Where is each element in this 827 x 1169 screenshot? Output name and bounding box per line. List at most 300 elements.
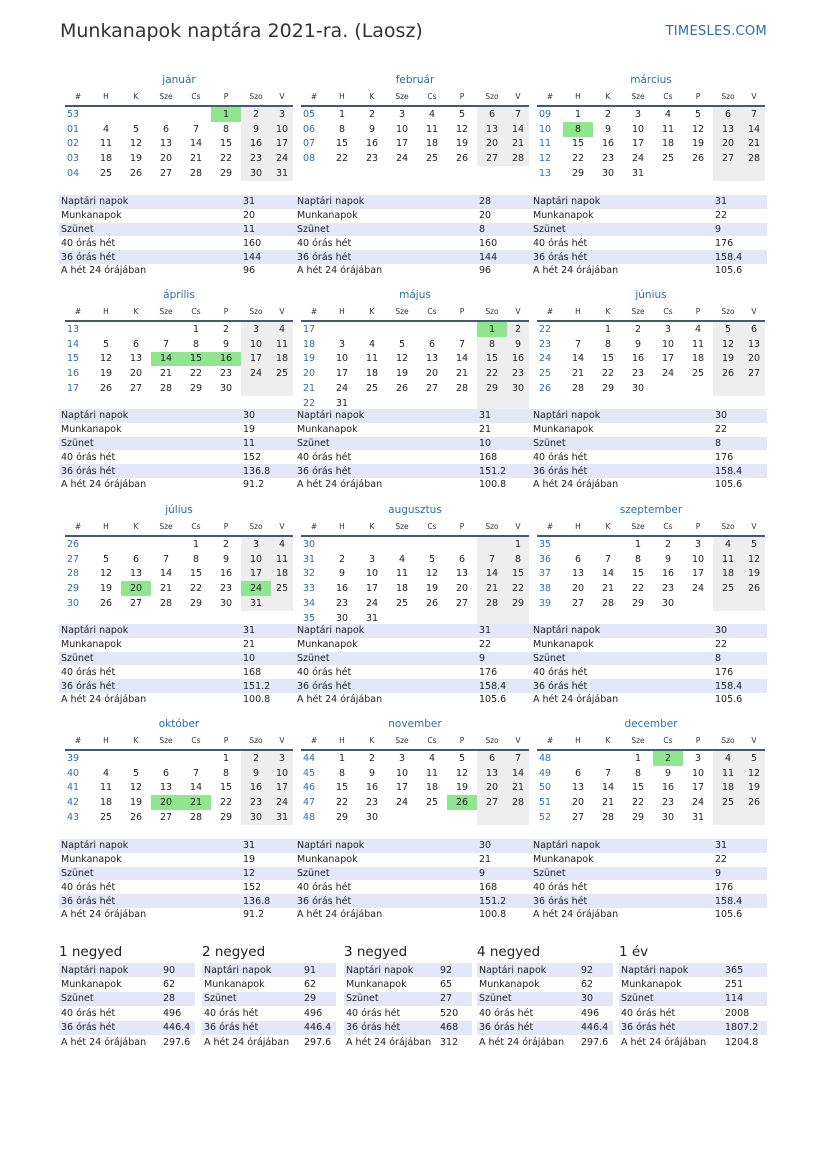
month-9: [537, 502, 765, 611]
week-row: [537, 781, 765, 796]
day-cell: 19: [455, 782, 469, 794]
stat-value: 152: [243, 881, 262, 893]
day-cell: 10: [271, 766, 293, 781]
week-number: 22: [303, 397, 316, 409]
stat-value: 31: [241, 624, 295, 638]
day-cell: [357, 321, 387, 337]
day-cell: 22: [477, 366, 507, 381]
day-cell: 20: [477, 137, 507, 152]
day-cell: 30: [335, 612, 349, 624]
weekday-header: Sze: [623, 303, 653, 321]
stat-value: 136.8: [241, 894, 295, 908]
week-row: [65, 552, 293, 567]
stat-row: [59, 992, 195, 1006]
day-cell: 18: [425, 138, 439, 150]
stat-row: [59, 963, 195, 977]
stat-label: Szünet: [295, 652, 477, 666]
month-7: [65, 502, 293, 611]
day-cell: 8: [222, 123, 230, 135]
stat-row: [59, 1021, 195, 1035]
day-cell: 11: [713, 552, 743, 567]
week-number: 19: [303, 353, 316, 365]
stat-value: 297.6: [581, 1036, 609, 1048]
day-cell: 9: [634, 338, 642, 350]
day-cell: 30: [661, 598, 675, 610]
day-cell: 19: [743, 781, 765, 796]
day-cell: 28: [477, 596, 507, 611]
stat-row: [344, 977, 472, 991]
stat-label: Szünet: [344, 992, 438, 1006]
stat-label: Munkanapok: [61, 210, 122, 222]
stat-row: [59, 478, 295, 492]
stat-value: 2008: [725, 1007, 750, 1019]
day-cell: 25: [271, 366, 293, 381]
day-cell: 18: [271, 567, 293, 582]
stat-label: Naptári napok: [531, 195, 713, 209]
week-number: 13: [67, 323, 80, 335]
day-cell: [387, 536, 417, 552]
day-cell: 12: [395, 353, 409, 365]
month-calendar: [537, 732, 765, 825]
day-cell: 5: [694, 108, 702, 120]
weekday-header: K: [593, 88, 623, 106]
day-cell: 11: [713, 766, 743, 781]
day-cell: 3: [241, 321, 271, 337]
weekday-header-row: [537, 732, 765, 750]
day-cell: 15: [631, 568, 645, 580]
page-title: Munkanapok naptára 2021-ra. (Laosz): [60, 20, 423, 42]
day-cell: [743, 596, 765, 611]
day-cell: 21: [181, 795, 211, 810]
stat-value: 9: [477, 652, 531, 666]
stat-value: 22: [715, 210, 728, 222]
month-2: [301, 72, 529, 166]
day-cell: 6: [458, 553, 466, 565]
stat-value: 30: [713, 624, 767, 638]
week-number: 14: [67, 338, 80, 350]
week-row: [537, 352, 765, 367]
day-cell: 5: [713, 321, 743, 337]
stat-label: 40 órás hét: [533, 237, 588, 249]
day-cell: 8: [477, 337, 507, 352]
stat-row: [59, 250, 295, 264]
week-row: [301, 750, 529, 766]
week-number: 48: [303, 812, 316, 824]
day-cell: 5: [428, 553, 436, 565]
weekday-header: #: [65, 303, 91, 321]
week-row: [537, 567, 765, 582]
week-number: 48: [539, 752, 552, 764]
stat-value: 100.8: [479, 479, 507, 491]
day-cell: [563, 536, 593, 552]
day-cell: 18: [365, 368, 379, 380]
stat-row: [531, 839, 767, 853]
weekday-header: H: [91, 518, 121, 536]
day-cell: 9: [222, 338, 230, 350]
stat-row: [531, 693, 767, 707]
weekday-header: Szo: [713, 732, 743, 750]
stat-value: 9: [477, 867, 531, 881]
stat-label: 40 órás hét: [297, 881, 352, 893]
week-row: [65, 166, 293, 181]
weekday-header-row: [537, 88, 765, 106]
day-cell: 6: [574, 553, 582, 565]
day-cell: 11: [691, 338, 705, 350]
day-cell: 7: [604, 553, 612, 565]
stat-row: [295, 409, 531, 423]
day-cell: 1: [338, 108, 346, 120]
day-cell: 19: [455, 138, 469, 150]
day-cell: 1: [192, 323, 200, 335]
day-cell: 31: [365, 612, 379, 624]
week-number: 18: [303, 338, 316, 350]
stat-label: Munkanapok: [533, 639, 594, 651]
week-number: 47: [303, 797, 316, 809]
day-cell: 18: [271, 352, 293, 367]
month-stats: [59, 624, 295, 707]
day-cell: [563, 750, 593, 766]
day-cell: 8: [338, 767, 346, 779]
day-cell: 26: [447, 795, 477, 810]
stat-value: 312: [440, 1036, 459, 1048]
week-number: 39: [67, 752, 80, 764]
stat-row: [531, 264, 767, 278]
stat-value: 297.6: [163, 1036, 191, 1048]
stat-row: [59, 880, 295, 894]
weekday-header-row: [537, 518, 765, 536]
brand-link[interactable]: TIMESLES.COM: [665, 24, 767, 39]
weekday-header-row: [301, 732, 529, 750]
month-name: október: [158, 718, 200, 730]
stat-label: Munkanapok: [297, 854, 358, 866]
day-cell: 13: [129, 568, 143, 580]
stat-value: 21: [243, 639, 256, 651]
day-cell: 24: [365, 598, 379, 610]
day-cell: [91, 750, 121, 766]
day-cell: 7: [507, 106, 529, 122]
week-number: 38: [539, 583, 552, 595]
stat-value: 62: [163, 979, 176, 991]
day-cell: 24: [395, 797, 409, 809]
weekday-header: Sze: [151, 88, 181, 106]
stat-row: [295, 908, 531, 922]
weekday-header: P: [447, 303, 477, 321]
stat-label: 40 órás hét: [61, 881, 116, 893]
stat-row: [619, 977, 767, 991]
day-cell: 3: [694, 752, 702, 764]
day-cell: 20: [129, 368, 143, 380]
stat-label: Naptári napok: [344, 963, 438, 977]
stat-row: [531, 638, 767, 652]
weekday-header: P: [211, 518, 241, 536]
day-cell: 13: [455, 568, 469, 580]
day-cell: 4: [271, 321, 293, 337]
weekday-header: P: [683, 303, 713, 321]
day-cell: 2: [241, 750, 271, 766]
weekday-header: P: [211, 732, 241, 750]
week-number: 22: [539, 323, 552, 335]
day-cell: 11: [661, 123, 675, 135]
day-cell: 19: [99, 583, 113, 595]
stat-value: 114: [723, 992, 767, 1006]
day-cell: 25: [425, 153, 439, 165]
day-cell: 24: [335, 383, 349, 395]
day-cell: 9: [507, 337, 529, 352]
day-cell: 16: [661, 568, 675, 580]
stat-label: A hét 24 órájában: [61, 265, 147, 277]
day-cell: 18: [713, 781, 743, 796]
stat-row: [295, 867, 531, 881]
stat-row: [477, 992, 613, 1006]
day-cell: 6: [743, 321, 765, 337]
day-cell: 12: [99, 568, 113, 580]
week-row: [301, 552, 529, 567]
day-cell: [447, 810, 477, 825]
stat-label: Munkanapok: [479, 979, 540, 991]
weekday-header: K: [357, 88, 387, 106]
day-cell: 15: [181, 352, 211, 367]
day-cell: 4: [102, 767, 110, 779]
day-cell: 21: [159, 583, 173, 595]
day-cell: 21: [601, 797, 615, 809]
week-row: [65, 321, 293, 337]
weekday-header: Cs: [417, 518, 447, 536]
week-number: 49: [539, 767, 552, 779]
day-cell: 18: [395, 583, 409, 595]
stat-value: 62: [581, 979, 594, 991]
weekday-header: Cs: [417, 303, 447, 321]
stat-label: 36 órás hét: [59, 250, 241, 264]
day-cell: 23: [241, 151, 271, 166]
month-stats: [531, 409, 767, 492]
weekday-header: Cs: [653, 88, 683, 106]
week-number: 33: [303, 583, 316, 595]
stat-value: 176: [715, 666, 734, 678]
stat-row: [531, 665, 767, 679]
stat-label: Naptári napok: [59, 409, 241, 423]
weekday-header: P: [683, 518, 713, 536]
weekday-header: K: [121, 518, 151, 536]
day-cell: 2: [222, 538, 230, 550]
week-number: 45: [303, 767, 316, 779]
summary-title: 2 negyed: [202, 944, 266, 960]
week-number: 34: [303, 598, 316, 610]
stat-value: 251: [725, 979, 744, 991]
day-cell: 7: [604, 767, 612, 779]
weekday-header: K: [357, 303, 387, 321]
day-cell: 27: [129, 383, 143, 395]
stat-value: 100.8: [243, 694, 271, 706]
stat-row: [59, 638, 295, 652]
day-cell: 17: [691, 568, 705, 580]
month-calendar: [301, 518, 529, 626]
stat-row: [59, 665, 295, 679]
day-cell: 15: [219, 138, 233, 150]
day-cell: 5: [743, 536, 765, 552]
stat-label: 40 órás hét: [61, 1007, 116, 1019]
day-cell: 12: [743, 766, 765, 781]
week-number: 07: [303, 138, 316, 150]
stat-value: 27: [438, 992, 472, 1006]
stat-label: 36 órás hét: [59, 464, 241, 478]
day-cell: 14: [507, 766, 529, 781]
month-stats: [295, 624, 531, 707]
week-row: [537, 596, 765, 611]
stat-label: 36 órás hét: [295, 894, 477, 908]
stat-row: [531, 450, 767, 464]
day-cell: [121, 321, 151, 337]
stat-row: [295, 652, 531, 666]
stat-row: [531, 894, 767, 908]
stat-label: A hét 24 órájában: [533, 694, 619, 706]
weekday-header: #: [537, 732, 563, 750]
stat-value: 105.6: [715, 479, 743, 491]
day-cell: 29: [477, 381, 507, 396]
stat-label: Munkanapok: [61, 424, 122, 436]
week-row: [301, 137, 529, 152]
day-cell: [507, 810, 529, 825]
day-cell: 27: [159, 812, 173, 824]
stat-row: [619, 1021, 767, 1035]
day-cell: 2: [604, 108, 612, 120]
day-cell: 12: [455, 123, 469, 135]
week-number: 02: [67, 138, 80, 150]
day-cell: 11: [99, 782, 113, 794]
day-cell: 29: [631, 598, 645, 610]
week-row: [537, 810, 765, 825]
weekday-header: P: [211, 88, 241, 106]
month-stats: [295, 195, 531, 278]
day-cell: 16: [241, 137, 271, 152]
day-cell: 7: [162, 553, 170, 565]
week-row: [301, 151, 529, 166]
week-number: 50: [539, 782, 552, 794]
day-cell: 6: [477, 106, 507, 122]
day-cell: 23: [335, 598, 349, 610]
day-cell: 28: [507, 795, 529, 810]
stat-row: [344, 992, 472, 1006]
stat-label: Szünet: [531, 437, 713, 451]
day-cell: 17: [395, 138, 409, 150]
day-cell: 13: [129, 353, 143, 365]
stat-label: Szünet: [59, 867, 241, 881]
day-cell: 2: [664, 538, 672, 550]
day-cell: 24: [691, 797, 705, 809]
day-cell: 8: [192, 338, 200, 350]
day-cell: 3: [694, 538, 702, 550]
stat-row: [59, 679, 295, 693]
stat-row: [531, 437, 767, 451]
day-cell: 30: [601, 168, 615, 180]
weekday-header: Szo: [713, 518, 743, 536]
week-row: [301, 766, 529, 781]
stat-row: [477, 1035, 613, 1049]
day-cell: 23: [365, 797, 379, 809]
stat-label: Naptári napok: [531, 624, 713, 638]
week-row: [537, 122, 765, 137]
day-cell: 3: [338, 338, 346, 350]
day-cell: 11: [271, 552, 293, 567]
stat-row: [59, 839, 295, 853]
day-cell: 6: [713, 106, 743, 122]
week-row: [301, 106, 529, 122]
stat-label: A hét 24 órájában: [204, 1036, 290, 1048]
day-cell: 9: [241, 766, 271, 781]
stat-label: Munkanapok: [533, 210, 594, 222]
week-number: 23: [539, 338, 552, 350]
week-number: 01: [67, 123, 80, 135]
day-cell: 15: [335, 138, 349, 150]
stat-value: 365: [723, 963, 767, 977]
stat-row: [59, 867, 295, 881]
stat-row: [295, 894, 531, 908]
day-cell: 2: [653, 750, 683, 766]
stat-value: 96: [479, 265, 492, 277]
stat-label: Szünet: [59, 223, 241, 237]
stat-label: Szünet: [202, 992, 302, 1006]
day-cell: [387, 321, 417, 337]
stat-row: [59, 437, 295, 451]
day-cell: 7: [192, 767, 200, 779]
day-cell: 24: [691, 583, 705, 595]
summary-stats: [477, 963, 613, 1049]
day-cell: [181, 106, 211, 122]
day-cell: 23: [365, 153, 379, 165]
week-row: [301, 381, 529, 396]
day-cell: 1: [211, 106, 241, 122]
stat-row: [202, 1006, 336, 1020]
stat-label: 40 órás hét: [297, 237, 352, 249]
weekday-header: K: [593, 518, 623, 536]
week-row: [65, 781, 293, 796]
weekday-header-row: [65, 732, 293, 750]
day-cell: 23: [507, 366, 529, 381]
weekday-header: Szo: [713, 303, 743, 321]
day-cell: 30: [507, 381, 529, 396]
stat-row: [295, 195, 531, 209]
day-cell: [713, 810, 743, 825]
stat-label: A hét 24 órájában: [533, 909, 619, 921]
week-number: 08: [303, 153, 316, 165]
week-number: 05: [303, 108, 316, 120]
day-cell: 14: [477, 567, 507, 582]
day-cell: 24: [631, 153, 645, 165]
week-row: [65, 810, 293, 825]
day-cell: 3: [368, 553, 376, 565]
stat-value: 496: [581, 1007, 600, 1019]
day-cell: 18: [99, 153, 113, 165]
day-cell: 30: [219, 598, 233, 610]
weekday-header: H: [563, 303, 593, 321]
weekday-header-row: [301, 518, 529, 536]
stat-label: A hét 24 órájában: [479, 1036, 565, 1048]
weekday-header: H: [327, 518, 357, 536]
day-cell: 27: [477, 151, 507, 166]
day-cell: 28: [601, 598, 615, 610]
stat-label: 36 órás hét: [295, 250, 477, 264]
stat-label: A hét 24 órájában: [61, 694, 147, 706]
day-cell: 23: [661, 583, 675, 595]
stat-label: Munkanapok: [346, 979, 407, 991]
weekday-header: #: [65, 88, 91, 106]
stat-row: [619, 1006, 767, 1020]
day-cell: 30: [661, 812, 675, 824]
day-cell: 20: [571, 583, 585, 595]
day-cell: 30: [241, 166, 271, 181]
month-4: [65, 287, 293, 396]
weekday-header: P: [447, 88, 477, 106]
day-cell: 14: [189, 782, 203, 794]
